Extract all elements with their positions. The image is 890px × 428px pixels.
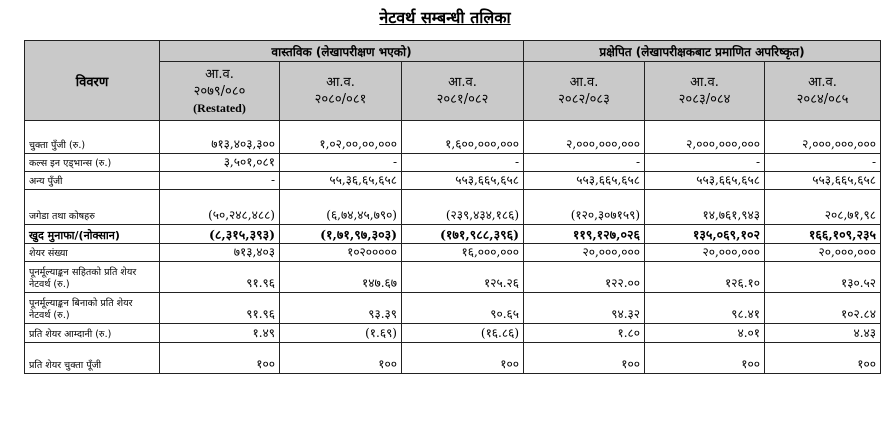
page-title: नेटवर्थ सम्बन्धी तलिका: [379, 8, 511, 27]
fy-prefix: आ.व.: [569, 75, 599, 90]
table-row: [25, 121, 881, 154]
table-body: [25, 121, 881, 374]
table-row: [25, 225, 881, 244]
table-cell: -: [280, 154, 402, 172]
table-cell: (१२०,३०७१५९): [524, 190, 645, 225]
table-row: [25, 172, 881, 190]
table-cell: ९३.३९: [280, 293, 402, 324]
table-cell: १००: [765, 343, 881, 374]
table-cell: २,०००,०००,०००: [645, 121, 765, 154]
table-cell: ५५,३६,६५,६५८: [280, 172, 402, 190]
table-cell: १००: [524, 343, 645, 374]
fy-year: २०८३/०८४: [678, 92, 731, 107]
row-label: शेयर संख्या: [25, 244, 160, 262]
fy-year: २०८१/०८२: [436, 92, 489, 107]
table-row: [25, 262, 881, 293]
table-cell: ९४.३२: [524, 293, 645, 324]
table-cell: ७१३,४०३: [160, 244, 280, 262]
table-cell: १००: [402, 343, 524, 374]
table-cell: १६,०००,०००: [402, 244, 524, 262]
table-cell: २०,०००,०००: [765, 244, 881, 262]
year-header-3: [402, 62, 524, 121]
table-cell: (१.६९): [280, 324, 402, 343]
table-cell: -: [765, 154, 881, 172]
row-label: खुद मुनाफा/(नोक्सान): [25, 225, 160, 244]
column-header-particulars: विवरण: [25, 41, 160, 121]
table-cell: १२५.२६: [402, 262, 524, 293]
table-cell: ९८.४१: [645, 293, 765, 324]
table-cell: १००: [160, 343, 280, 374]
fy-year: २०७९/०८०: [193, 83, 246, 99]
table-cell: ९१.९६: [160, 262, 280, 293]
table-cell: २,०००,०००,०००: [765, 121, 881, 154]
row-label: पूनर्मूल्याङ्कन बिनाको प्रति शेयर नेटवर्थ (रु.): [25, 293, 160, 324]
table-cell: २०,०००,०००: [524, 244, 645, 262]
group-header-actual: वास्तविक (लेखापरीक्षण भएको): [160, 41, 524, 62]
table-cell: ९०.६५: [402, 293, 524, 324]
fy-year: २०८४/०८५: [796, 92, 849, 107]
table-cell: २,०००,०००,०००: [524, 121, 645, 154]
table-row: [25, 154, 881, 172]
table-cell: १०२.८४: [765, 293, 881, 324]
table-cell: १६६,१०९,२३५: [765, 225, 881, 244]
fy-year: २०८०/०८१: [314, 92, 367, 107]
table-cell: -: [524, 154, 645, 172]
table-cell: (१,७१,९७,३०३): [280, 225, 402, 244]
table-cell: (१७१,९८८,३९६): [402, 225, 524, 244]
table-row: [25, 244, 881, 262]
table-cell: १२६.१०: [645, 262, 765, 293]
table-cell: १३५,०६९,१०२: [645, 225, 765, 244]
table-cell: १०२०००००: [280, 244, 402, 262]
table-cell: ५५३,६६५,६५८: [645, 172, 765, 190]
group-header-projected: प्रक्षेपित (लेखापरीक्षकबाट प्रमाणित अपरिष्कृत): [524, 41, 881, 62]
table-cell: ५५३,६६५,६५८: [765, 172, 881, 190]
table-cell: १००: [280, 343, 402, 374]
table-row: [25, 190, 881, 225]
fy-prefix: आ.व.: [808, 75, 837, 90]
table-cell: -: [645, 154, 765, 172]
table-cell: ९१.९६: [160, 293, 280, 324]
table-cell: १.४९: [160, 324, 280, 343]
year-header-2: [280, 62, 402, 121]
table-cell: ७१३,४०३,३००: [160, 121, 280, 154]
table-cell: ५५३,६६५,६५८: [402, 172, 524, 190]
table-cell: ११९,१२७,०२६: [524, 225, 645, 244]
networth-table: [24, 40, 881, 374]
year-header-1: [160, 62, 280, 121]
table-row: [25, 343, 881, 374]
table-cell: (८,३१५,३९३): [160, 225, 280, 244]
table-cell: ५५३,६६५,६५८: [524, 172, 645, 190]
table-cell: १००: [645, 343, 765, 374]
row-label: अन्य पुँजी: [25, 172, 160, 190]
table-cell: -: [402, 154, 524, 172]
table-cell: ४.४३: [765, 324, 881, 343]
table-cell: (२३९,४३४,१८६): [402, 190, 524, 225]
table-cell: १४७.६७: [280, 262, 402, 293]
table-row: [25, 324, 881, 343]
row-label: प्रति शेयर चुक्ता पूँजी: [25, 343, 160, 374]
year-header-6: [765, 62, 881, 121]
fy-year: २०८२/०८३: [558, 92, 610, 107]
table-cell: १४,७६१,९४३: [645, 190, 765, 225]
table-cell: (६,७४,४५,७९०): [280, 190, 402, 225]
table-row: [25, 293, 881, 324]
table-cell: (५०,२४८,४८८): [160, 190, 280, 225]
row-label: पूनर्मूल्याङ्कन सहितको प्रति शेयर नेटवर्थ (रु.): [25, 262, 160, 293]
restated-note: (Restated): [193, 100, 246, 115]
table-cell: १.८०: [524, 324, 645, 343]
table-cell: ३,५०१,०८१: [160, 154, 280, 172]
fy-prefix: आ.व.: [448, 75, 477, 90]
table-cell: १३०.५२: [765, 262, 881, 293]
row-label: जगेडा तथा कोषहरु: [25, 190, 160, 225]
fy-prefix: आ.व.: [205, 66, 234, 82]
table-cell: १,०२,००,००,०००: [280, 121, 402, 154]
year-header-5: [645, 62, 765, 121]
table-cell: १,६००,०००,०००: [402, 121, 524, 154]
fy-prefix: आ.व.: [326, 75, 355, 90]
fy-prefix: आ.व.: [690, 75, 719, 90]
table-cell: (१६.८६): [402, 324, 524, 343]
year-header-4: [524, 62, 645, 121]
row-label: चुक्ता पुँजी (रु.): [25, 121, 160, 154]
table-cell: -: [160, 172, 280, 190]
table-cell: २०८,७१,९८: [765, 190, 881, 225]
table-cell: ४.०१: [645, 324, 765, 343]
table-cell: १२२.००: [524, 262, 645, 293]
table-cell: २०,०००,०००: [645, 244, 765, 262]
row-label: कल्स इन एड्भान्स (रु.): [25, 154, 160, 172]
row-label: प्रति शेयर आम्दानी (रु.): [25, 324, 160, 343]
